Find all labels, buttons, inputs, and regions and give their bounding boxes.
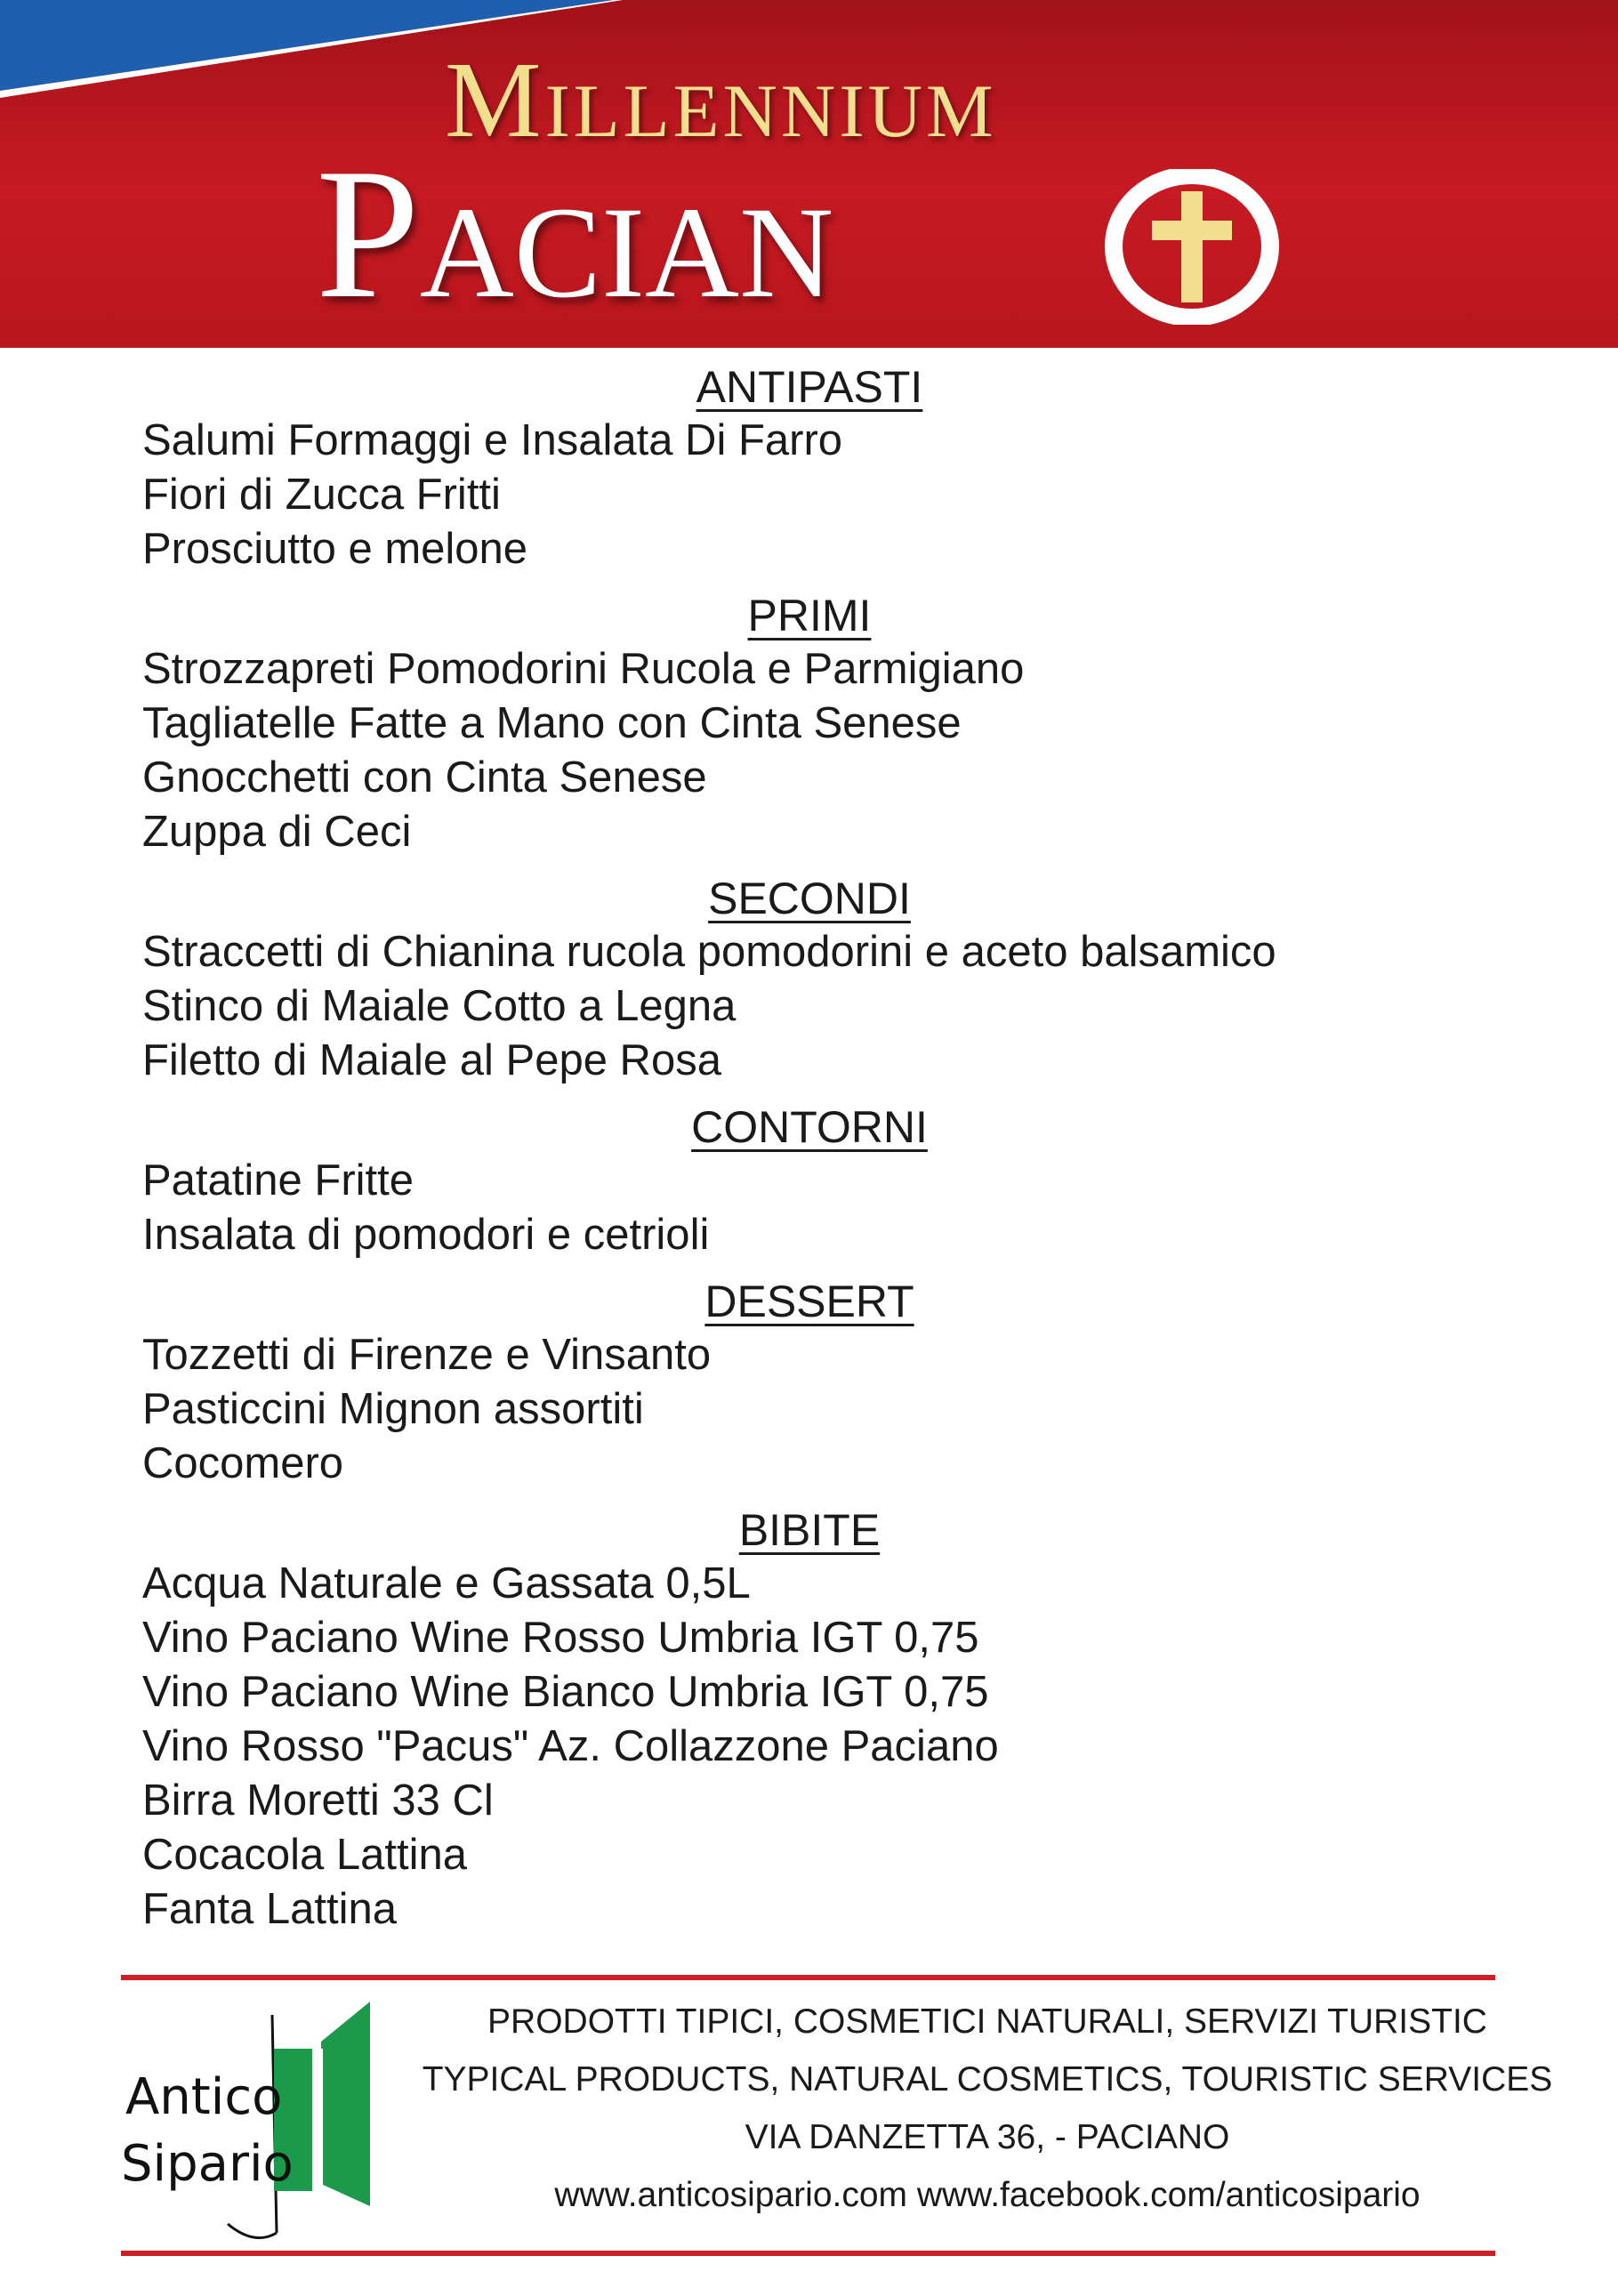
cross-in-o-icon <box>1103 169 1281 325</box>
menu-item: Strozzapreti Pomodorini Rucola e Parmigiano <box>142 645 1025 693</box>
menu-item: Prosciutto e melone <box>142 525 528 573</box>
section-gap <box>142 1491 1477 1503</box>
section-title <box>0 360 1477 414</box>
menu-item: Salumi Formaggi e Insalata Di Farro <box>142 416 843 464</box>
menu-item: Gnocchetti con Cinta Senese <box>142 753 707 802</box>
menu-item: Zuppa di Ceci <box>142 808 412 856</box>
menu-item: Cocacola Lattina <box>142 1831 468 1879</box>
menu-item: Cocomero <box>142 1439 344 1487</box>
section-title <box>0 589 1477 642</box>
section-title <box>0 1275 1477 1328</box>
menu-item: Vino Paciano Wine Rosso Umbria IGT 0,75 <box>142 1614 979 1662</box>
menu-item: Vino Rosso "Pacus" Az. Collazzone Paciano <box>142 1722 999 1770</box>
menu-item: Patatine Fritte <box>142 1156 415 1204</box>
menu-item: Pasticcini Mignon assortiti <box>142 1385 644 1433</box>
menu-item: Fiori di Zucca Fritti <box>142 471 501 519</box>
logo-word-sipario: Sipario <box>121 2135 294 2193</box>
menu-item: Tagliatelle Fatte a Mano con Cinta Senese <box>142 699 962 747</box>
logo-word-antico: Antico <box>125 2068 283 2126</box>
section-title-text: SECONDI <box>708 874 911 923</box>
footer-line-websites[interactable]: www.anticosipario.com www.facebook.com/anticosipario <box>554 2176 1421 2214</box>
menu-list <box>142 360 1477 1937</box>
menu-item: Insalata di pomodori e cetrioli <box>142 1211 710 1259</box>
menu-item: Straccetti di Chianina rucola pomodorini e aceto balsamico <box>142 928 1276 976</box>
section-title <box>0 872 1477 925</box>
footer-info <box>418 1993 1557 2224</box>
section-gap <box>142 1262 1477 1275</box>
title-millennium: Millennium <box>445 40 997 160</box>
section-gap <box>142 576 1477 589</box>
section-title-text: BIBITE <box>738 1505 881 1555</box>
section-title-text: DESSERT <box>704 1277 914 1326</box>
section-gap <box>142 859 1477 872</box>
title-paciano-text: Pacian <box>316 131 834 337</box>
header-banner <box>0 0 1618 348</box>
footer-line-italian: PRODOTTI TIPICI, COSMETICI NATURALI, SERVIZI TURISTIC <box>487 2002 1487 2041</box>
antico-sipario-logo <box>121 1993 388 2242</box>
footer-line-address: VIA DANZETTA 36, - PACIANO <box>745 2118 1230 2156</box>
footer-line-english: TYPICAL PRODUCTS, NATURAL COSMETICS, TOURISTIC SERVICES <box>422 2060 1553 2099</box>
menu-item: Fanta Lattina <box>142 1885 398 1933</box>
menu-item: Acqua Naturale e Gassata 0,5L <box>142 1559 751 1607</box>
section-title <box>0 1100 1477 1154</box>
section-gap <box>142 1088 1477 1100</box>
section-title-text: CONTORNI <box>691 1102 928 1152</box>
section-title-text: PRIMI <box>747 591 872 640</box>
menu-item: Vino Paciano Wine Bianco Umbria IGT 0,75 <box>142 1668 989 1716</box>
menu-item: Filetto di Maiale al Pepe Rosa <box>142 1036 721 1084</box>
section-title-text: ANTIPASTI <box>696 362 923 412</box>
footer-top-rule <box>121 1975 1495 1980</box>
section-title <box>0 1503 1477 1557</box>
menu-item: Tozzetti di Firenze e Vinsanto <box>142 1331 712 1379</box>
footer-bottom-rule <box>121 2251 1495 2256</box>
menu-item: Birra Moretti 33 Cl <box>142 1776 494 1825</box>
menu-item: Stinco di Maiale Cotto a Legna <box>142 982 737 1030</box>
